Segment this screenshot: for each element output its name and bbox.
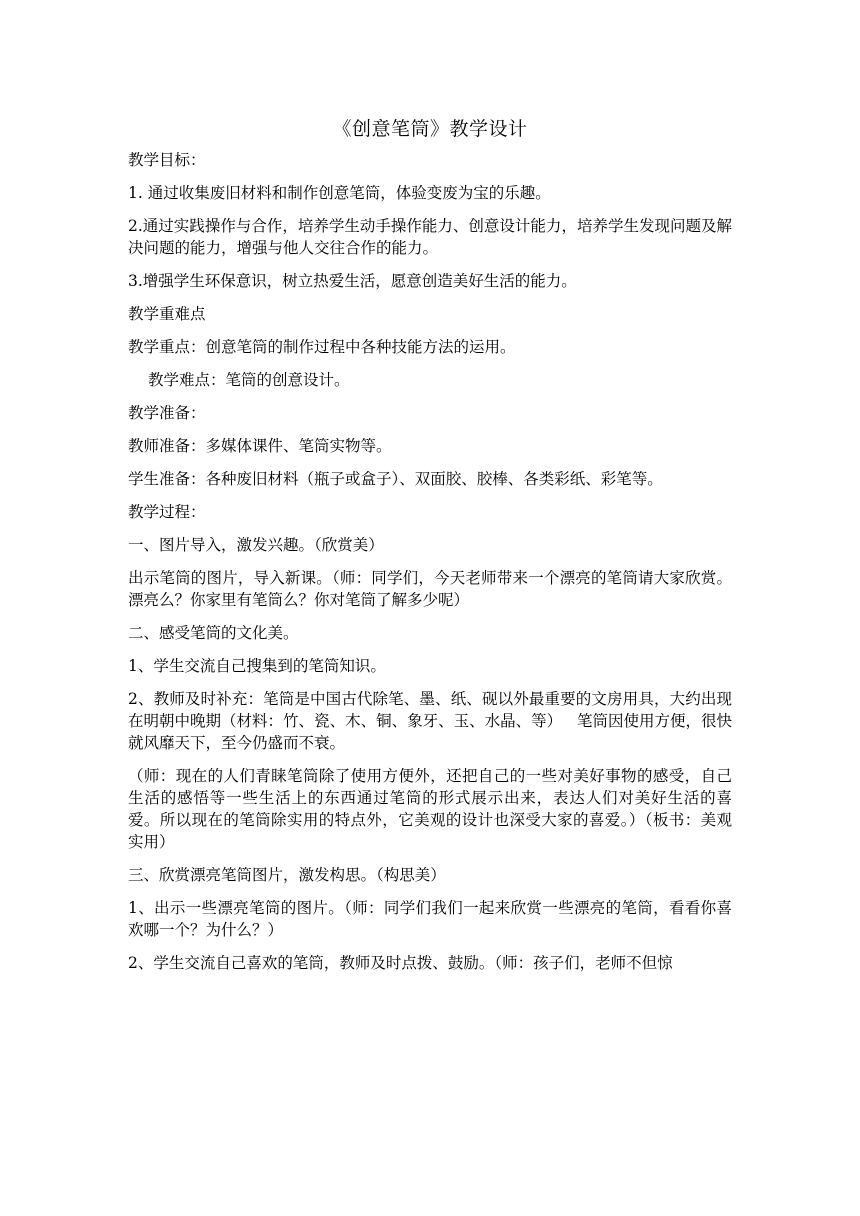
paragraph-key-point: 教学重点：创意笔筒的制作过程中各种技能方法的运用。 <box>128 338 516 356</box>
paragraph-key-difficult-heading: 教学重难点 <box>128 305 206 323</box>
paragraph-objective-3: 3.增强学生环保意识，树立热爱生活，愿意创造美好生活的能力。 <box>128 272 577 290</box>
paragraph-section-3-heading: 三、欣赏漂亮笔筒图片，激发构思。（构思美） <box>128 866 446 884</box>
paragraph-section-2-item-1: 1、学生交流自己搜集到的笔筒知识。 <box>128 657 386 675</box>
paragraph-section-2-heading: 二、感受笔筒的文化美。 <box>128 624 299 642</box>
paragraph-objectives-heading: 教学目标： <box>128 151 206 169</box>
document-body <box>128 149 747 985</box>
paragraph-section-3-item-1: 1、出示一些漂亮笔筒的图片。（师：同学们我们一起来欣赏一些漂亮的笔筒，看看你喜欢哪一个？为什么？） <box>128 899 732 939</box>
paragraph-section-2-item-2: 2、教师及时补充：笔筒是中国古代除笔、墨、纸、砚以外最重要的文房用具，大约出现在明朝中晚期（材料：竹、瓷、木、铜、象牙、玉、水晶、等） 笔筒因使用方便，很快就风靡天下，至今仍盛而不衰。 <box>128 690 732 752</box>
paragraph-difficult-point: 教学难点：笔筒的创意设计。 <box>148 371 350 389</box>
document-title: 《创意笔筒》教学设计 <box>332 118 528 140</box>
paragraph-student-preparation: 学生准备：各种废旧材料（瓶子或盒子）、双面胶、胶棒、各类彩纸、彩笔等。 <box>128 470 663 488</box>
paragraph-section-1-body: 出示笔筒的图片，导入新课。（师：同学们，今天老师带来一个漂亮的笔筒请大家欣赏。漂亮么？你家里有笔筒么？你对笔筒了解多少呢） <box>128 569 732 609</box>
paragraph-objective-2: 2.通过实践操作与合作，培养学生动手操作能力、创意设计能力，培养学生发现问题及解决问题的能力，增强与他人交往合作的能力。 <box>128 217 732 257</box>
paragraph-process-heading: 教学过程： <box>128 503 206 521</box>
paragraph-preparation-heading: 教学准备： <box>128 404 206 422</box>
paragraph-section-2-note: （师：现在的人们青睐笔筒除了使用方便外，还把自己的一些对美好事物的感受，自己生活的感悟等一些生活上的东西通过笔筒的形式展示出来，表达人们对美好生活的喜爱。所以现在的笔筒除实用的特点外，它美观的设计也深受大家的喜爱。）（板书：美观 实用） <box>128 767 747 851</box>
paragraph-objective-1: 1. 通过收集废旧材料和制作创意笔筒，体验变废为宝的乐趣。 <box>128 184 551 202</box>
paragraph-teacher-preparation: 教师准备：多媒体课件、笔筒实物等。 <box>128 437 392 455</box>
paragraph-section-3-item-2: 2、学生交流自己喜欢的笔筒，教师及时点拨、鼓励。（师：孩子们，老师不但惊 <box>128 954 673 972</box>
paragraph-section-1-heading: 一、图片导入，激发兴趣。（欣赏美） <box>128 536 384 554</box>
